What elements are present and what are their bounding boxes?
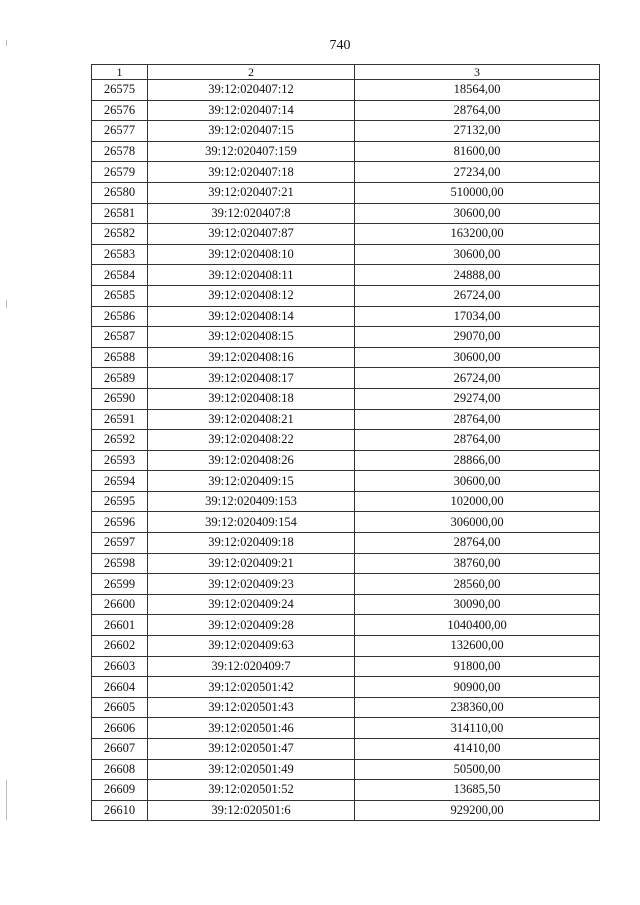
table-row	[92, 430, 600, 451]
binding-edge-mark-low	[6, 780, 7, 820]
table-row	[92, 636, 600, 657]
row-number-cell: 26606	[92, 718, 148, 739]
row-number-cell: 26575	[92, 80, 148, 101]
cadastral-id-cell: 39:12:020409:21	[148, 553, 355, 574]
row-number-cell: 26607	[92, 739, 148, 760]
table-row	[92, 224, 600, 245]
cadastral-id-cell: 39:12:020409:63	[148, 636, 355, 657]
cadastral-id-cell: 39:12:020501:46	[148, 718, 355, 739]
row-number-cell: 26590	[92, 388, 148, 409]
cadastral-id-cell: 39:12:020408:11	[148, 265, 355, 286]
table-row	[92, 141, 600, 162]
cadastral-id-cell: 39:12:020407:87	[148, 224, 355, 245]
row-number-cell: 26599	[92, 574, 148, 595]
table-row	[92, 656, 600, 677]
row-number-cell: 26609	[92, 780, 148, 801]
row-number-cell: 26576	[92, 100, 148, 121]
row-number-cell: 26584	[92, 265, 148, 286]
value-cell: 238360,00	[355, 697, 600, 718]
row-number-cell: 26608	[92, 759, 148, 780]
cadastral-id-cell: 39:12:020501:42	[148, 677, 355, 698]
value-cell: 30600,00	[355, 471, 600, 492]
row-number-cell: 26582	[92, 224, 148, 245]
row-number-cell: 26586	[92, 306, 148, 327]
table-row	[92, 533, 600, 554]
value-cell: 38760,00	[355, 553, 600, 574]
row-number-cell: 26604	[92, 677, 148, 698]
row-number-cell: 26581	[92, 203, 148, 224]
binding-edge-mark-mid	[6, 300, 7, 308]
page-number: 740	[329, 38, 351, 53]
value-cell: 30600,00	[355, 244, 600, 265]
table-row	[92, 759, 600, 780]
row-number-cell: 26602	[92, 636, 148, 657]
cadastral-id-cell: 39:12:020408:15	[148, 327, 355, 348]
cadastral-id-cell: 39:12:020408:17	[148, 368, 355, 389]
table-row	[92, 800, 600, 821]
value-cell: 29070,00	[355, 327, 600, 348]
cadastral-id-cell: 39:12:020407:21	[148, 182, 355, 203]
table-row	[92, 306, 600, 327]
cadastral-id-cell: 39:12:020409:15	[148, 471, 355, 492]
value-cell: 30600,00	[355, 203, 600, 224]
cadastral-id-cell: 39:12:020409:24	[148, 594, 355, 615]
value-cell: 30600,00	[355, 347, 600, 368]
table-body	[92, 80, 600, 821]
cadastral-id-cell: 39:12:020407:159	[148, 141, 355, 162]
table-row	[92, 615, 600, 636]
value-cell: 163200,00	[355, 224, 600, 245]
table-row	[92, 121, 600, 142]
cadastral-id-cell: 39:12:020409:7	[148, 656, 355, 677]
value-cell: 29274,00	[355, 388, 600, 409]
cadastral-id-cell: 39:12:020407:15	[148, 121, 355, 142]
row-number-cell: 26583	[92, 244, 148, 265]
row-number-cell: 26589	[92, 368, 148, 389]
value-cell: 90900,00	[355, 677, 600, 698]
table-row	[92, 80, 600, 101]
cadastral-id-cell: 39:12:020407:14	[148, 100, 355, 121]
cadastral-id-cell: 39:12:020408:12	[148, 285, 355, 306]
value-cell: 28560,00	[355, 574, 600, 595]
value-cell: 314110,00	[355, 718, 600, 739]
cadastral-id-cell: 39:12:020501:49	[148, 759, 355, 780]
row-number-cell: 26598	[92, 553, 148, 574]
cadastral-id-cell: 39:12:020407:18	[148, 162, 355, 183]
cadastral-id-cell: 39:12:020501:6	[148, 800, 355, 821]
value-cell: 13685,50	[355, 780, 600, 801]
cadastral-id-cell: 39:12:020501:52	[148, 780, 355, 801]
value-cell: 81600,00	[355, 141, 600, 162]
value-cell: 1040400,00	[355, 615, 600, 636]
table-row	[92, 594, 600, 615]
table-row	[92, 739, 600, 760]
value-cell: 102000,00	[355, 491, 600, 512]
value-cell: 28764,00	[355, 533, 600, 554]
row-number-cell: 26587	[92, 327, 148, 348]
value-cell: 41410,00	[355, 739, 600, 760]
table-row	[92, 574, 600, 595]
row-number-cell: 26597	[92, 533, 148, 554]
table-row	[92, 368, 600, 389]
column-header-value: 3	[355, 65, 600, 80]
value-cell: 17034,00	[355, 306, 600, 327]
table-row	[92, 162, 600, 183]
row-number-cell: 26577	[92, 121, 148, 142]
cadastral-id-cell: 39:12:020408:26	[148, 450, 355, 471]
cadastral-id-cell: 39:12:020501:43	[148, 697, 355, 718]
table-row	[92, 553, 600, 574]
cadastral-id-cell: 39:12:020407:12	[148, 80, 355, 101]
value-cell: 306000,00	[355, 512, 600, 533]
row-number-cell: 26601	[92, 615, 148, 636]
cadastral-value-table	[91, 64, 600, 821]
cadastral-id-cell: 39:12:020501:47	[148, 739, 355, 760]
value-cell: 50500,00	[355, 759, 600, 780]
row-number-cell: 26600	[92, 594, 148, 615]
value-cell: 510000,00	[355, 182, 600, 203]
table-row	[92, 285, 600, 306]
table-row	[92, 512, 600, 533]
row-number-cell: 26588	[92, 347, 148, 368]
cadastral-id-cell: 39:12:020409:154	[148, 512, 355, 533]
table-row	[92, 491, 600, 512]
cadastral-id-cell: 39:12:020409:23	[148, 574, 355, 595]
value-cell: 27132,00	[355, 121, 600, 142]
table-row	[92, 697, 600, 718]
value-cell: 132600,00	[355, 636, 600, 657]
row-number-cell: 26610	[92, 800, 148, 821]
row-number-cell: 26595	[92, 491, 148, 512]
row-number-cell: 26578	[92, 141, 148, 162]
table-row	[92, 409, 600, 430]
row-number-cell: 26593	[92, 450, 148, 471]
row-number-cell: 26585	[92, 285, 148, 306]
cadastral-id-cell: 39:12:020407:8	[148, 203, 355, 224]
cadastral-id-cell: 39:12:020408:22	[148, 430, 355, 451]
value-cell: 24888,00	[355, 265, 600, 286]
value-cell: 28764,00	[355, 409, 600, 430]
row-number-cell: 26580	[92, 182, 148, 203]
row-number-cell: 26596	[92, 512, 148, 533]
table-row	[92, 388, 600, 409]
value-cell: 28764,00	[355, 430, 600, 451]
table-row	[92, 471, 600, 492]
row-number-cell: 26579	[92, 162, 148, 183]
cadastral-id-cell: 39:12:020409:28	[148, 615, 355, 636]
column-header-cadastral-id: 2	[148, 65, 355, 80]
row-number-cell: 26592	[92, 430, 148, 451]
table-row	[92, 677, 600, 698]
table-row	[92, 450, 600, 471]
value-cell: 28866,00	[355, 450, 600, 471]
cadastral-id-cell: 39:12:020409:18	[148, 533, 355, 554]
table-row	[92, 265, 600, 286]
value-cell: 26724,00	[355, 285, 600, 306]
table-row	[92, 347, 600, 368]
table-header-row	[92, 65, 600, 80]
table-row	[92, 244, 600, 265]
cadastral-id-cell: 39:12:020408:14	[148, 306, 355, 327]
value-cell: 28764,00	[355, 100, 600, 121]
table-row	[92, 182, 600, 203]
row-number-cell: 26603	[92, 656, 148, 677]
cadastral-id-cell: 39:12:020408:21	[148, 409, 355, 430]
column-header-number: 1	[92, 65, 148, 80]
value-cell: 27234,00	[355, 162, 600, 183]
cadastral-id-cell: 39:12:020409:153	[148, 491, 355, 512]
value-cell: 929200,00	[355, 800, 600, 821]
cadastral-id-cell: 39:12:020408:18	[148, 388, 355, 409]
table-row	[92, 718, 600, 739]
value-cell: 91800,00	[355, 656, 600, 677]
row-number-cell: 26591	[92, 409, 148, 430]
cadastral-id-cell: 39:12:020408:10	[148, 244, 355, 265]
value-cell: 18564,00	[355, 80, 600, 101]
value-cell: 30090,00	[355, 594, 600, 615]
value-cell: 26724,00	[355, 368, 600, 389]
row-number-cell: 26605	[92, 697, 148, 718]
table-row	[92, 780, 600, 801]
table-row	[92, 327, 600, 348]
table-row	[92, 203, 600, 224]
cadastral-id-cell: 39:12:020408:16	[148, 347, 355, 368]
row-number-cell: 26594	[92, 471, 148, 492]
table-row	[92, 100, 600, 121]
